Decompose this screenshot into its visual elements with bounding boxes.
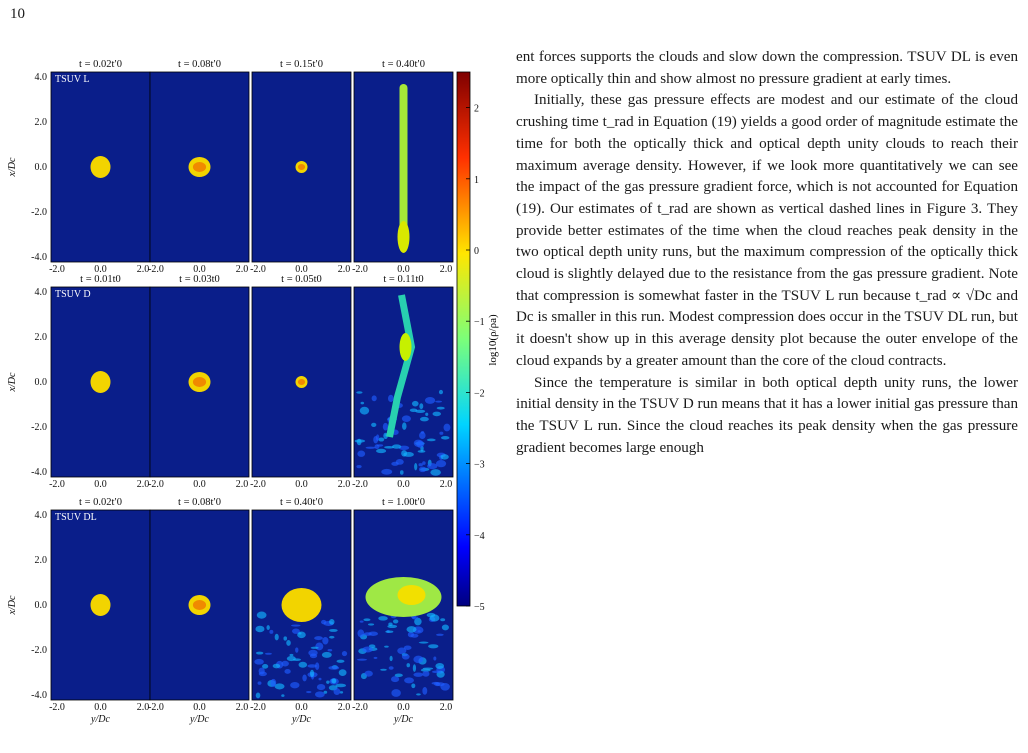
cloud-core [298, 164, 305, 170]
colorbar-label: log10(ρ/ρa) [487, 314, 499, 366]
turbulent-filament [375, 444, 380, 449]
turbulent-filament [259, 672, 267, 677]
turbulent-filament [342, 651, 347, 656]
turbulent-filament [314, 636, 323, 640]
density-panel [250, 274, 351, 490]
turbulent-filament [381, 469, 392, 475]
body-text [516, 47, 1018, 459]
panel-row [7, 274, 453, 490]
turbulent-filament [441, 436, 449, 440]
colorbar-tick-label: −1 [474, 317, 485, 329]
x-tick-label: 2.0 [235, 479, 249, 490]
x-tick-label: 0.0 [397, 479, 410, 490]
colorbar [457, 72, 499, 613]
turbulent-filament [376, 449, 386, 453]
turbulent-filament [291, 624, 301, 626]
x-axis-label: y/Dc [292, 714, 311, 725]
cloud-core [193, 162, 206, 172]
turbulent-filament [433, 657, 436, 661]
colorbar-tick-label: −2 [474, 388, 485, 400]
x-tick-label: 2.0 [337, 479, 351, 490]
turbulent-filament [315, 691, 325, 697]
turbulent-filament [436, 682, 445, 686]
turbulent-filament [266, 625, 269, 630]
cloud-core [398, 585, 426, 605]
turbulent-filament [329, 636, 334, 639]
y-tick-label: 2.0 [34, 555, 47, 566]
turbulent-filament [318, 678, 321, 681]
turbulent-filament [292, 628, 300, 633]
turbulent-filament [317, 684, 325, 690]
x-tick-label: 0.0 [94, 264, 107, 275]
colorbar-tick-label: 0 [474, 246, 479, 257]
density-panel [352, 497, 453, 725]
turbulent-filament [402, 415, 411, 422]
turbulent-filament [435, 663, 444, 669]
turbulent-filament [364, 671, 372, 677]
turbulent-filament [273, 664, 281, 669]
run-label: TSUV DL [55, 512, 97, 523]
y-tick-label: 0.0 [34, 162, 47, 173]
turbulent-filament [310, 654, 317, 659]
y-tick-label: -4.0 [31, 467, 47, 478]
page-number: 10 [10, 6, 25, 22]
x-tick-label: 2.0 [337, 702, 351, 713]
cloud-core [193, 600, 206, 610]
turbulent-filament [410, 408, 418, 412]
turbulent-filament [439, 390, 443, 394]
turbulent-filament [269, 630, 273, 634]
turbulent-filament [433, 412, 441, 417]
turbulent-filament [256, 652, 263, 655]
turbulent-filament [311, 647, 319, 649]
x-axis-label: y/Dc [91, 714, 110, 725]
y-tick-label: -2.0 [31, 422, 47, 433]
paragraph-2: Initially, these gas pressure effects are modest and our estimate of the cloud crushing time t_rad in Equation (19) yields a good order of magnitude estimate the time for both the optically thick and optical depth unity clouds to reach their maximum average density. However, if we look more quantitatively we can see the impact of the gas pressure gradient force, which is not accounted for Equation (19). Our estimates of t_rad are shown as vertical dashed lines in Figure 3. They provide better estimates of the time when the cloud reaches peak density in the two optical depth unity runs, but the maximum compression of the optically thick cloud is slightly delayed due to the resistance from the gas pressure gradient. Note that compression is somewhat faster in the TSUV L run because t_rad ∝ √Dc and Dc is smaller in this run. Modest compression does occur in the TSUV DL run, but it doesn't show up in this average density plot because the outer envelope of the cloud expands by a greater amount than the core of the cloud contracts. [516, 92, 1018, 369]
cloud-blob [91, 371, 111, 393]
turbulent-filament [388, 395, 394, 402]
panel-time-label: t = 1.00t′0 [382, 497, 425, 508]
density-figure [0, 0, 510, 753]
turbulent-filament [432, 671, 441, 674]
turbulent-filament [437, 407, 445, 410]
cloud-core [400, 333, 412, 361]
turbulent-filament [397, 648, 406, 654]
turbulent-filament [412, 616, 418, 619]
turbulent-filament [356, 465, 361, 468]
density-panel [49, 59, 150, 275]
cloud-core [193, 377, 206, 387]
turbulent-filament [289, 654, 293, 656]
turbulent-filament [422, 671, 429, 677]
turbulent-filament [444, 424, 451, 432]
turbulent-filament [315, 643, 323, 651]
cloud-blob [282, 588, 322, 622]
panel-time-label: t = 0.08t′0 [178, 497, 221, 508]
turbulent-filament [368, 631, 378, 635]
colorbar-tick-label: 2 [474, 103, 479, 115]
y-tick-label: 4.0 [34, 510, 47, 521]
turbulent-filament [295, 647, 298, 652]
cloud-blob [91, 156, 111, 178]
turbulent-filament [310, 670, 314, 677]
turbulent-filament [436, 634, 444, 636]
turbulent-filament [384, 646, 389, 648]
turbulent-filament [418, 630, 421, 632]
turbulent-filament [427, 463, 437, 469]
turbulent-filament [419, 403, 423, 409]
x-tick-label: -2.0 [352, 264, 368, 275]
turbulent-filament [419, 432, 426, 439]
x-tick-label: 0.0 [193, 479, 206, 490]
turbulent-filament [400, 470, 404, 474]
x-axis-label: y/Dc [190, 714, 209, 725]
turbulent-filament [430, 469, 441, 476]
panel-time-label: t = 0.15t′0 [280, 59, 323, 70]
turbulent-filament [380, 669, 387, 671]
turbulent-filament [299, 662, 308, 668]
density-panel [250, 497, 351, 725]
turbulent-filament [413, 672, 423, 676]
colorbar-tick-label: −3 [474, 459, 485, 471]
turbulent-filament [368, 623, 374, 625]
panel-time-label: t = 0.40t′0 [280, 497, 323, 508]
density-panel [148, 59, 249, 275]
x-tick-label: 2.0 [235, 702, 249, 713]
turbulent-filament [258, 681, 262, 684]
density-panel [352, 274, 453, 490]
turbulent-filament [413, 664, 416, 672]
y-tick-label: 0.0 [34, 377, 47, 388]
x-tick-label: -2.0 [250, 702, 266, 713]
turbulent-filament [389, 666, 394, 669]
density-panel [148, 497, 249, 725]
x-tick-label: 2.0 [136, 702, 150, 713]
x-axis-label: y/Dc [394, 714, 413, 725]
y-tick-label: 0.0 [34, 600, 47, 611]
turbulent-filament [406, 626, 416, 632]
turbulent-filament [373, 436, 378, 443]
turbulent-filament [265, 653, 272, 655]
turbulent-filament [413, 656, 423, 663]
colorbar-gradient [457, 72, 470, 606]
turbulent-filament [356, 391, 362, 394]
turbulent-filament [402, 654, 410, 660]
turbulent-filament [374, 657, 378, 659]
y-tick-label: 4.0 [34, 287, 47, 298]
panel-time-label: t = 0.05t0 [281, 274, 322, 285]
turbulent-filament [334, 688, 341, 695]
turbulent-filament [442, 625, 449, 631]
y-axis-label: x/Dc [7, 157, 18, 177]
turbulent-filament [391, 462, 398, 466]
x-tick-label: 2.0 [136, 264, 150, 275]
turbulent-filament [412, 401, 419, 407]
y-tick-label: 4.0 [34, 72, 47, 83]
cloud-core [298, 379, 305, 385]
turbulent-filament [390, 656, 393, 661]
x-tick-label: -2.0 [352, 479, 368, 490]
turbulent-filament [414, 440, 423, 447]
turbulent-filament [435, 401, 442, 403]
cloud-filament [400, 84, 408, 244]
x-tick-label: 2.0 [439, 702, 453, 713]
turbulent-filament [271, 679, 277, 687]
turbulent-filament [257, 612, 267, 619]
y-tick-label: -4.0 [31, 690, 47, 701]
panel-time-label: t = 0.08t′0 [178, 59, 221, 70]
x-tick-label: 0.0 [94, 479, 107, 490]
turbulent-filament [256, 693, 261, 699]
turbulent-filament [360, 621, 364, 623]
panel-time-label: t = 0.02t′0 [79, 497, 122, 508]
turbulent-filament [283, 636, 287, 640]
turbulent-filament [339, 669, 347, 676]
x-tick-label: 2.0 [235, 264, 249, 275]
turbulent-filament [404, 677, 414, 683]
y-tick-label: -4.0 [31, 252, 47, 263]
panel-time-label: t = 0.01t0 [80, 274, 121, 285]
turbulent-filament [393, 619, 398, 623]
x-tick-label: 0.0 [94, 702, 107, 713]
turbulent-filament [378, 438, 384, 442]
x-tick-label: 2.0 [337, 264, 351, 275]
x-tick-label: -2.0 [49, 702, 65, 713]
turbulent-filament [416, 693, 421, 695]
turbulent-filament [290, 682, 299, 688]
turbulent-filament [281, 661, 289, 667]
turbulent-filament [391, 689, 401, 697]
turbulent-filament [392, 444, 401, 448]
turbulent-filament [337, 660, 345, 663]
x-tick-label: -2.0 [49, 479, 65, 490]
x-tick-label: -2.0 [148, 264, 164, 275]
panel-time-label: t = 0.03t0 [179, 274, 220, 285]
turbulent-filament [439, 432, 443, 435]
turbulent-filament [293, 658, 301, 661]
turbulent-filament [427, 439, 436, 442]
turbulent-filament [420, 417, 429, 422]
y-axis-label: x/Dc [7, 595, 18, 615]
turbulent-filament [329, 629, 338, 632]
x-tick-label: 0.0 [397, 702, 410, 713]
panel-row [7, 497, 453, 725]
turbulent-filament [302, 674, 306, 681]
turbulent-filament [321, 620, 326, 624]
turbulent-filament [440, 618, 445, 621]
run-label: TSUV D [55, 289, 91, 300]
turbulent-filament [362, 647, 372, 653]
x-tick-label: 2.0 [439, 264, 453, 275]
x-tick-label: 0.0 [193, 264, 206, 275]
y-tick-label: 2.0 [34, 117, 47, 128]
turbulent-filament [357, 629, 364, 637]
turbulent-filament [422, 687, 427, 695]
turbulent-filament [281, 694, 284, 697]
turbulent-filament [371, 423, 376, 427]
turbulent-filament [423, 667, 434, 669]
turbulent-filament [332, 678, 337, 683]
turbulent-filament [360, 402, 364, 405]
turbulent-filament [385, 630, 393, 633]
turbulent-filament [407, 663, 411, 667]
turbulent-filament [306, 691, 311, 693]
turbulent-filament [414, 463, 417, 470]
turbulent-filament [284, 669, 290, 674]
colorbar-tick-label: −4 [474, 530, 485, 542]
run-label: TSUV L [55, 74, 90, 85]
turbulent-filament [383, 423, 388, 431]
density-panel [148, 274, 249, 490]
turbulent-filament [402, 422, 407, 429]
y-axis-label: x/Dc [7, 372, 18, 392]
cloud-core [398, 221, 410, 253]
turbulent-filament [328, 649, 333, 651]
turbulent-filament [425, 413, 428, 416]
x-tick-label: -2.0 [148, 702, 164, 713]
turbulent-filament [322, 637, 328, 644]
turbulent-filament [428, 644, 438, 648]
y-tick-label: -2.0 [31, 207, 47, 218]
turbulent-filament [372, 395, 377, 401]
turbulent-filament [395, 673, 403, 677]
turbulent-filament [384, 446, 394, 449]
x-tick-label: -2.0 [250, 264, 266, 275]
x-tick-label: -2.0 [49, 264, 65, 275]
x-tick-label: -2.0 [148, 479, 164, 490]
turbulent-filament [286, 640, 291, 646]
density-panel [49, 497, 150, 725]
y-tick-label: 2.0 [34, 332, 47, 343]
turbulent-filament [254, 659, 263, 665]
turbulent-filament [315, 662, 319, 670]
turbulent-filament [324, 691, 328, 694]
paragraph-1: ent forces supports the clouds and slow down the compression. TSUV DL is even more optically thin and show almost no pressure gradient at early times. [516, 49, 1018, 87]
colorbar-tick-label: 1 [474, 174, 479, 186]
x-tick-label: -2.0 [250, 479, 266, 490]
turbulent-filament [408, 632, 414, 638]
turbulent-filament [262, 664, 268, 669]
turbulent-filament [411, 683, 415, 688]
turbulent-filament [418, 450, 426, 453]
turbulent-filament [419, 467, 426, 473]
x-tick-label: 0.0 [193, 702, 206, 713]
density-panel [250, 59, 351, 275]
density-panel [49, 274, 150, 490]
turbulent-filament [366, 447, 376, 449]
turbulent-filament [378, 616, 388, 621]
y-tick-label: -2.0 [31, 645, 47, 656]
density-panel [352, 59, 453, 275]
x-tick-label: 2.0 [439, 479, 453, 490]
turbulent-filament [387, 625, 397, 628]
turbulent-filament [275, 634, 279, 641]
x-tick-label: 2.0 [136, 479, 150, 490]
panel-time-label: t = 0.02t′0 [79, 59, 122, 70]
turbulent-filament [357, 659, 367, 661]
turbulent-filament [441, 454, 449, 459]
turbulent-filament [357, 451, 365, 457]
turbulent-filament [425, 397, 435, 404]
colorbar-tick-label: −5 [474, 602, 485, 613]
cloud-blob [91, 594, 111, 616]
panel-row [7, 59, 453, 275]
turbulent-filament [329, 619, 334, 625]
turbulent-filament [419, 642, 429, 644]
turbulent-filament [355, 439, 366, 442]
turbulent-filament [436, 460, 446, 467]
turbulent-filament [255, 626, 264, 633]
turbulent-filament [322, 652, 332, 658]
x-tick-label: 0.0 [295, 264, 308, 275]
turbulent-filament [326, 680, 329, 683]
turbulent-filament [363, 618, 370, 621]
turbulent-filament [360, 407, 369, 415]
turbulent-filament [328, 666, 339, 670]
x-tick-label: -2.0 [352, 702, 368, 713]
panel-time-label: t = 0.11t0 [383, 274, 424, 285]
paragraph-3: Since the temperature is similar in both optical depth unity runs, the lower initial density in the TSUV D run means that it has a lower initial gas pressure than the TSUV L run. Since the cloud reaches its peak density when the gas pressure gradient becomes large enough [516, 374, 1018, 456]
x-tick-label: 0.0 [295, 479, 308, 490]
turbulent-filament [401, 450, 407, 457]
x-tick-label: 0.0 [295, 702, 308, 713]
turbulent-filament [418, 463, 422, 466]
panel-time-label: t = 0.40t′0 [382, 59, 425, 70]
turbulent-filament [427, 613, 436, 617]
x-tick-label: 0.0 [397, 264, 410, 275]
